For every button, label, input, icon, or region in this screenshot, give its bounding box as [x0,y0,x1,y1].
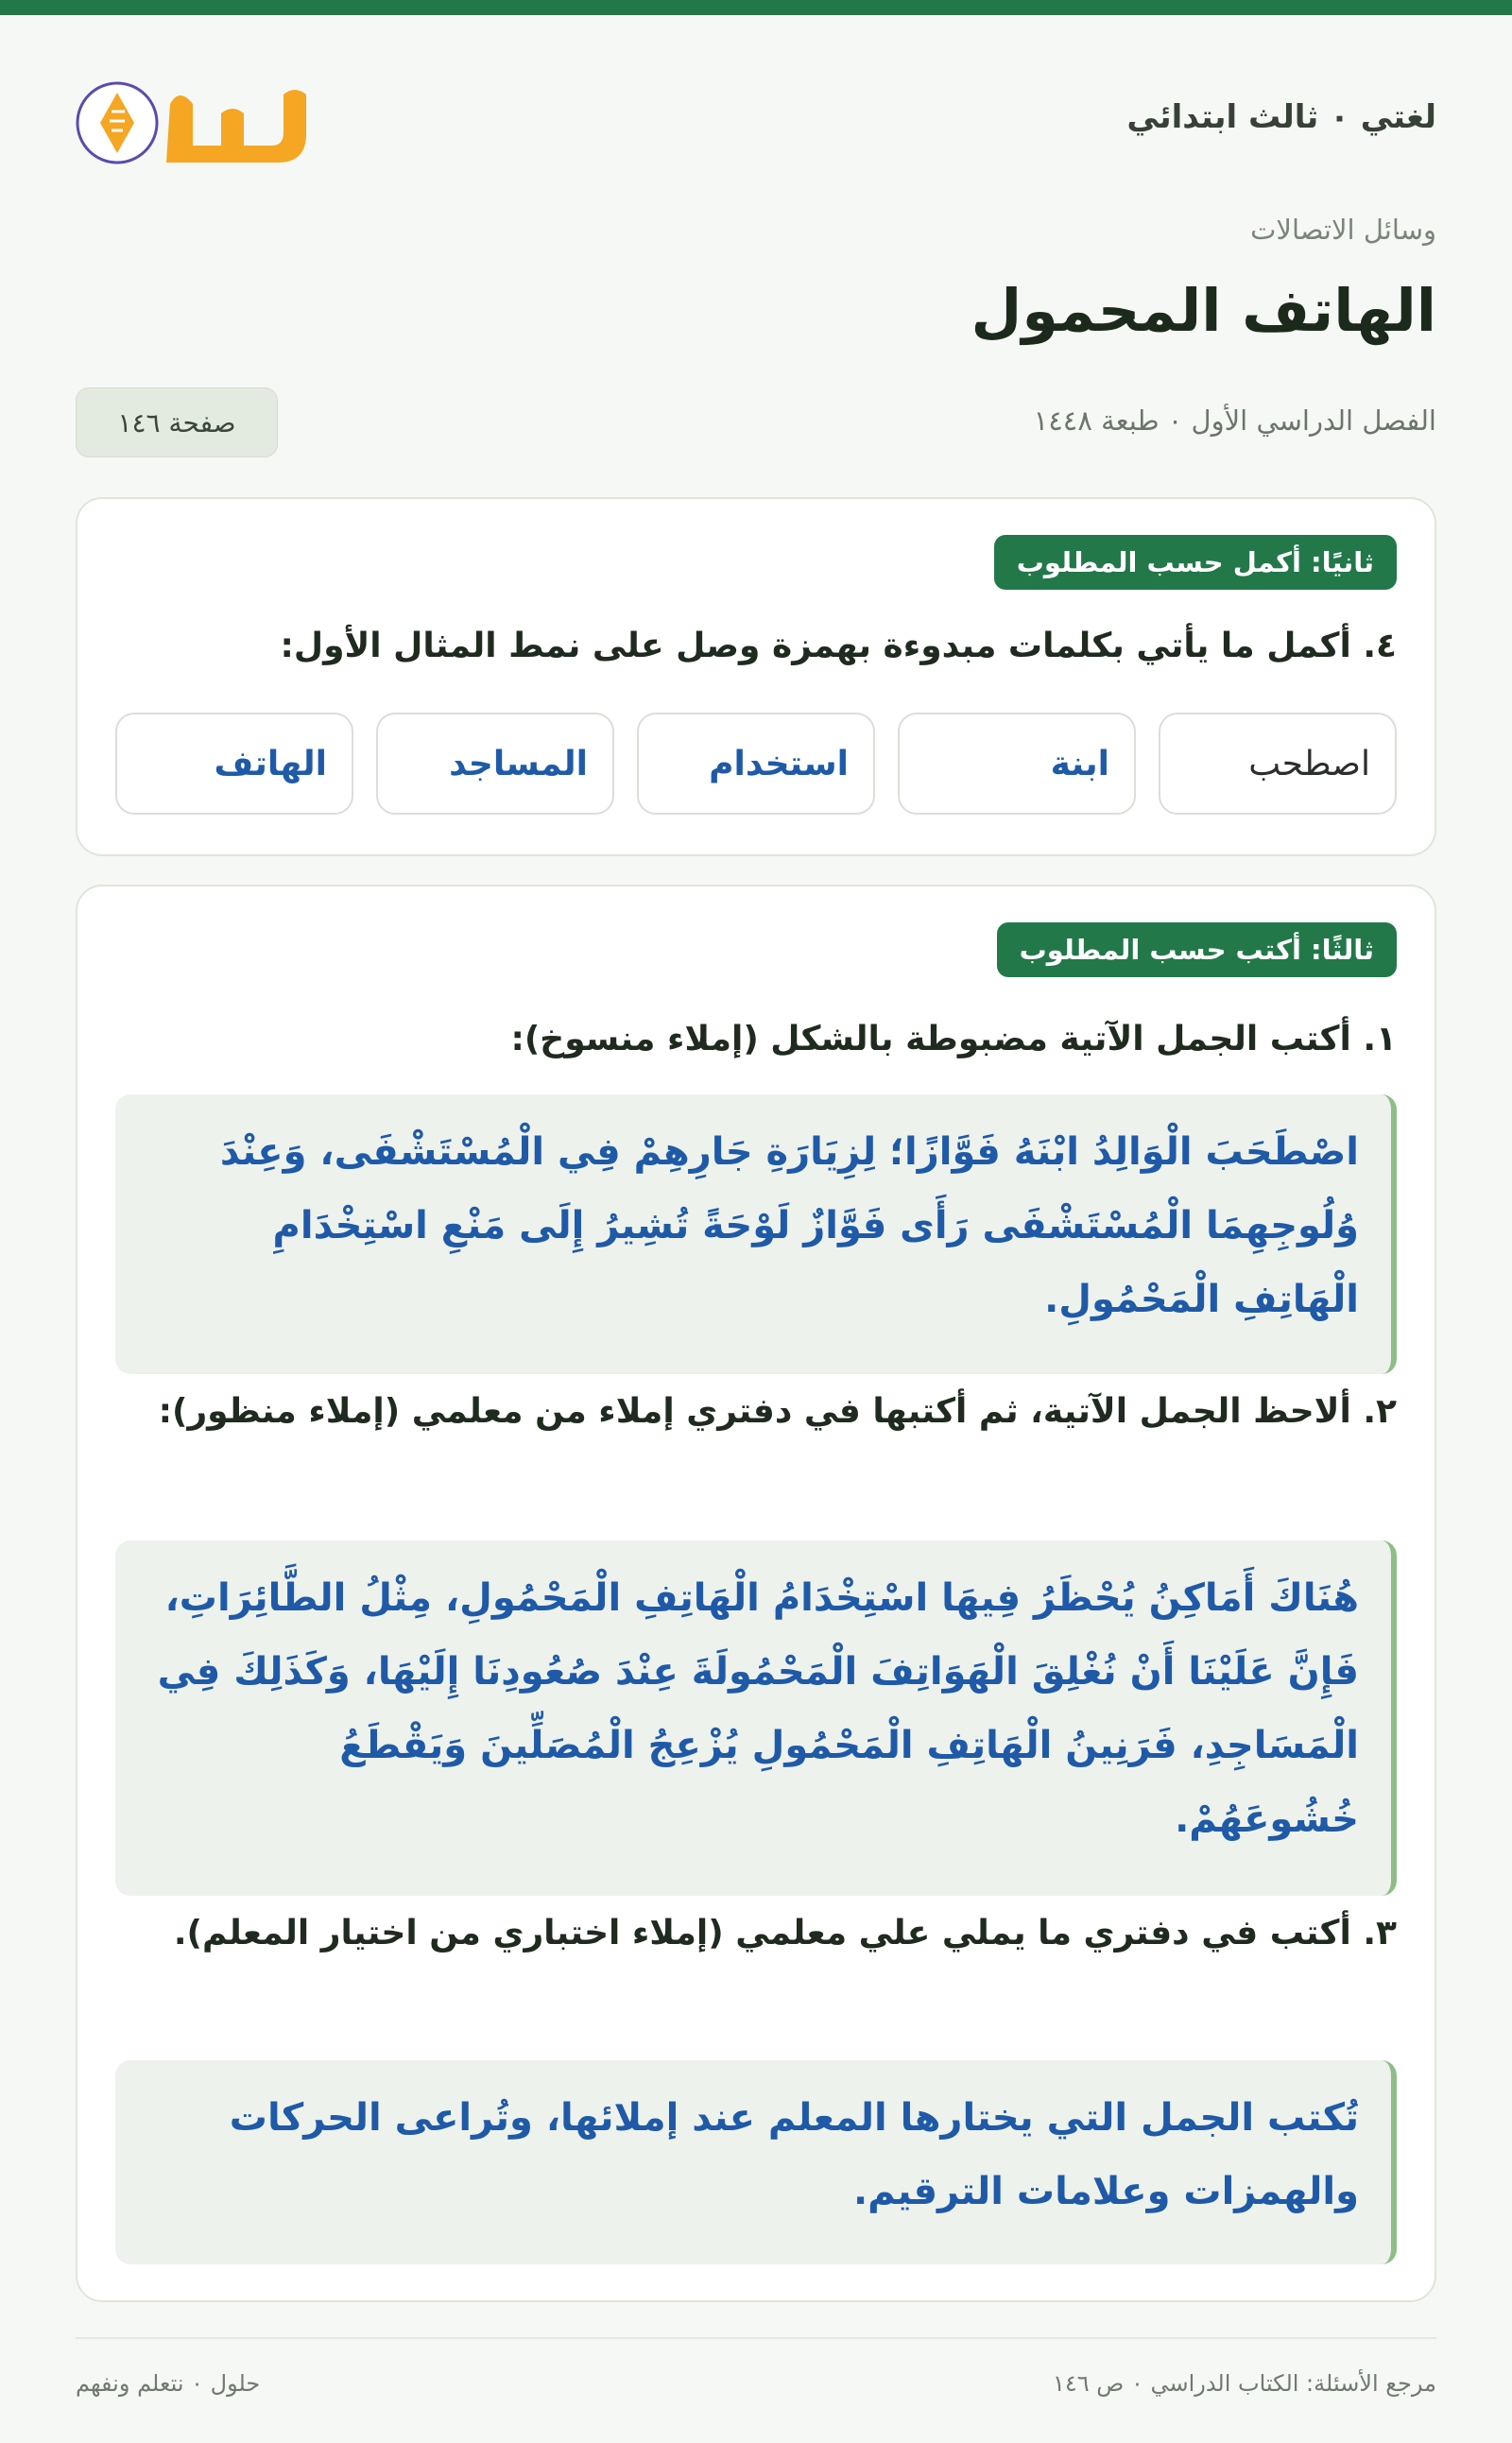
question-4: ٤. أكمل ما يأتي بكلمات مبدوءة بهمزة وصل على نمط المثال الأول: [280,627,1397,665]
answer-word: ابنة [898,713,1136,815]
answer-box-2: هُنَاكَ أَمَاكِنُ يُحْظَرُ فِيهَا اسْتِخْدَامُ الْهَاتِفِ الْمَحْمُولِ، مِثْلُ الطَّائِرَاتِ، فَإِنَّ عَلَيْنَا أَنْ نُغْلِقَ الْهَوَاتِفَ الْمَحْمُولَةَ عِنْدَ صُعُودِنَا إِلَيْهَا، وَكَذَلِكَ فِي الْمَسَاجِدِ، فَرَنِينُ الْهَاتِفِ الْمَحْمُولِ يُزْعِجُ الْمُصَلِّينَ وَيَقْطَعُ خُشُوعَهُمْ. [115,1540,1397,1896]
page-badge: صفحة ١٤٦ [76,387,278,457]
word-options [115,713,1397,817]
section-write-card [76,885,1436,2302]
section-complete-card [76,497,1436,856]
answer-word: المساجد [376,713,614,815]
top-accent-bar [0,0,1512,15]
book-title: لغتي ٠ ثالث ابتدائي [1126,98,1436,136]
hulul-logo[interactable] [76,66,340,170]
answer-word: الهاتف [115,713,353,815]
question-1: ١. أكتب الجمل الآتية مضبوطة بالشكل (إملاء منسوخ): [510,1020,1397,1058]
footer-divider [76,2337,1436,2339]
section-tag: ثانيًا: أكمل حسب المطلوب [994,535,1397,590]
answer-box-1: اصْطَحَبَ الْوَالِدُ ابْنَهُ فَوَّازًا؛ لِزِيَارَةِ جَارِهِمْ فِي الْمُسْتَشْفَى، وَعِنْدَ وُلُوجِهِمَا الْمُسْتَشْفَى رَأَى فَوَّازٌ لَوْحَةً تُشِيرُ إِلَى مَنْعِ اسْتِخْدَامِ الْهَاتِفِ الْمَحْمُولِ. [115,1094,1397,1374]
answer-word: استخدام [637,713,875,815]
lesson-title: الهاتف المحمول [971,276,1436,345]
section-tag: ثالثًا: أكتب حسب المطلوب [997,922,1397,977]
example-word: اصطحب [1159,713,1397,815]
question-2: ٢. ألاحظ الجمل الآتية، ثم أكتبها في دفتري إملاء من معلمي (إملاء منظور): [158,1392,1397,1431]
footer-brand[interactable]: حلول ٠ نتعلم ونفهم [76,2370,261,2397]
page-header [76,57,1436,180]
question-3: ٣. أكتب في دفتري ما يملي علي معلمي (إملاء اختباري من اختيار المعلم). [173,1914,1397,1953]
unit-name: وسائل الاتصالات [1250,214,1436,246]
semester-meta: الفصل الدراسي الأول ٠ طبعة ١٤٤٨ [1033,404,1436,437]
footer-reference: مرجع الأسئلة: الكتاب الدراسي ٠ ص ١٤٦ [1052,2370,1436,2397]
answer-box-3: تُكتب الجمل التي يختارها المعلم عند إملائها، وتُراعى الحركات والهمزات وعلامات الترقيم. [115,2060,1397,2264]
